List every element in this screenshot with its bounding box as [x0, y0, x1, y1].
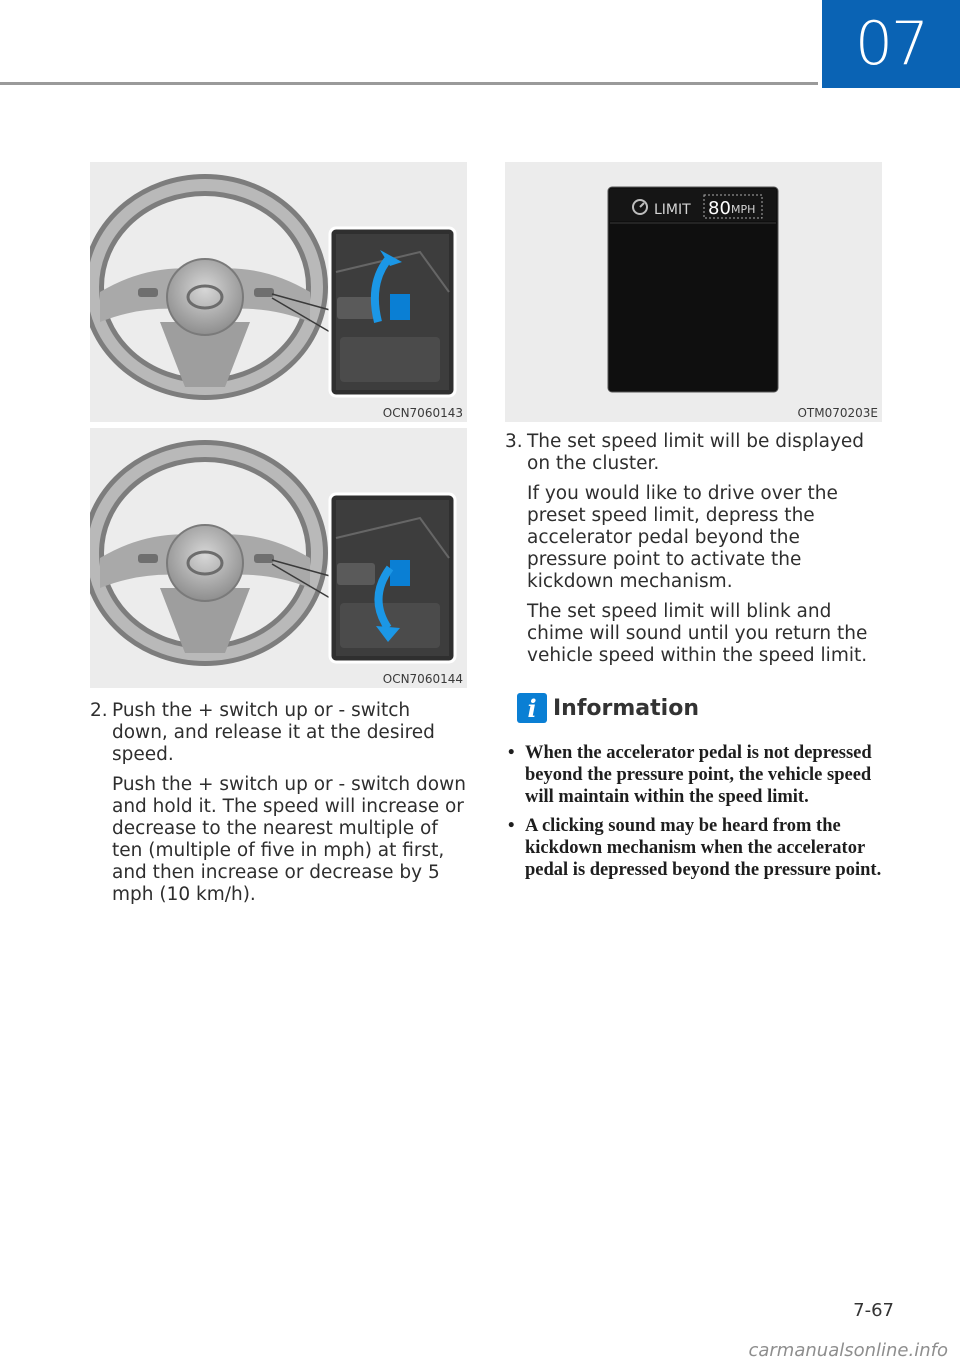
bullet-icon: •	[508, 743, 515, 763]
step-number: 2.	[90, 700, 108, 721]
figure-code: OCN7060143	[382, 406, 463, 420]
step-number: 3.	[505, 431, 523, 452]
info-icon: i	[517, 693, 547, 723]
header-rule	[0, 82, 818, 85]
information-title: Information	[553, 695, 699, 721]
figure-code: OCN7060144	[382, 672, 463, 686]
step-text: Push the + switch up or - switch down, and release it at the desired speed.	[112, 700, 435, 765]
figure-steering-wheel-up	[90, 162, 467, 422]
bullet-icon: •	[508, 816, 515, 836]
step-paragraph: If you would like to drive over the preset speed limit, depress the accelerator pedal beyond the pressure point to activate the kickdown mechanism.	[527, 483, 838, 592]
figure-steering-wheel-down	[90, 428, 467, 688]
page-number: 7-67	[853, 1300, 894, 1321]
list-item: • A clicking sound may be heard from the kickdown mechanism when the accelerator pedal is depressed beyond the pressure point.	[508, 816, 882, 880]
step-paragraph: The set speed limit will blink and chime will sound until you return the vehicle speed within the speed limit.	[527, 601, 868, 666]
information-list	[504, 742, 884, 888]
watermark: carmanualsonline.info	[748, 1340, 948, 1361]
figure-code: OTM070203E	[797, 406, 878, 420]
display-speed: 80	[708, 198, 731, 219]
list-item: • When the accelerator pedal is not depressed beyond the pressure point, the vehicle speed will maintain within the speed limit.	[508, 743, 872, 807]
display-unit: MPH	[731, 203, 756, 216]
chapter-tab: 07	[822, 0, 960, 88]
display-limit-label: LIMIT	[654, 202, 691, 218]
step-3	[505, 431, 885, 667]
step-2	[90, 700, 470, 906]
step-text: The set speed limit will be displayed on the cluster.	[527, 431, 865, 474]
figure-cluster-display	[505, 162, 882, 422]
step-paragraph: Push the + switch up or - switch down and hold it. The speed will increase or decrease to the nearest multiple of ten (multiple of five in mph) at first, and then increase or decrease by 5 mph (10 km/h).	[112, 774, 466, 905]
information-heading	[517, 693, 699, 723]
